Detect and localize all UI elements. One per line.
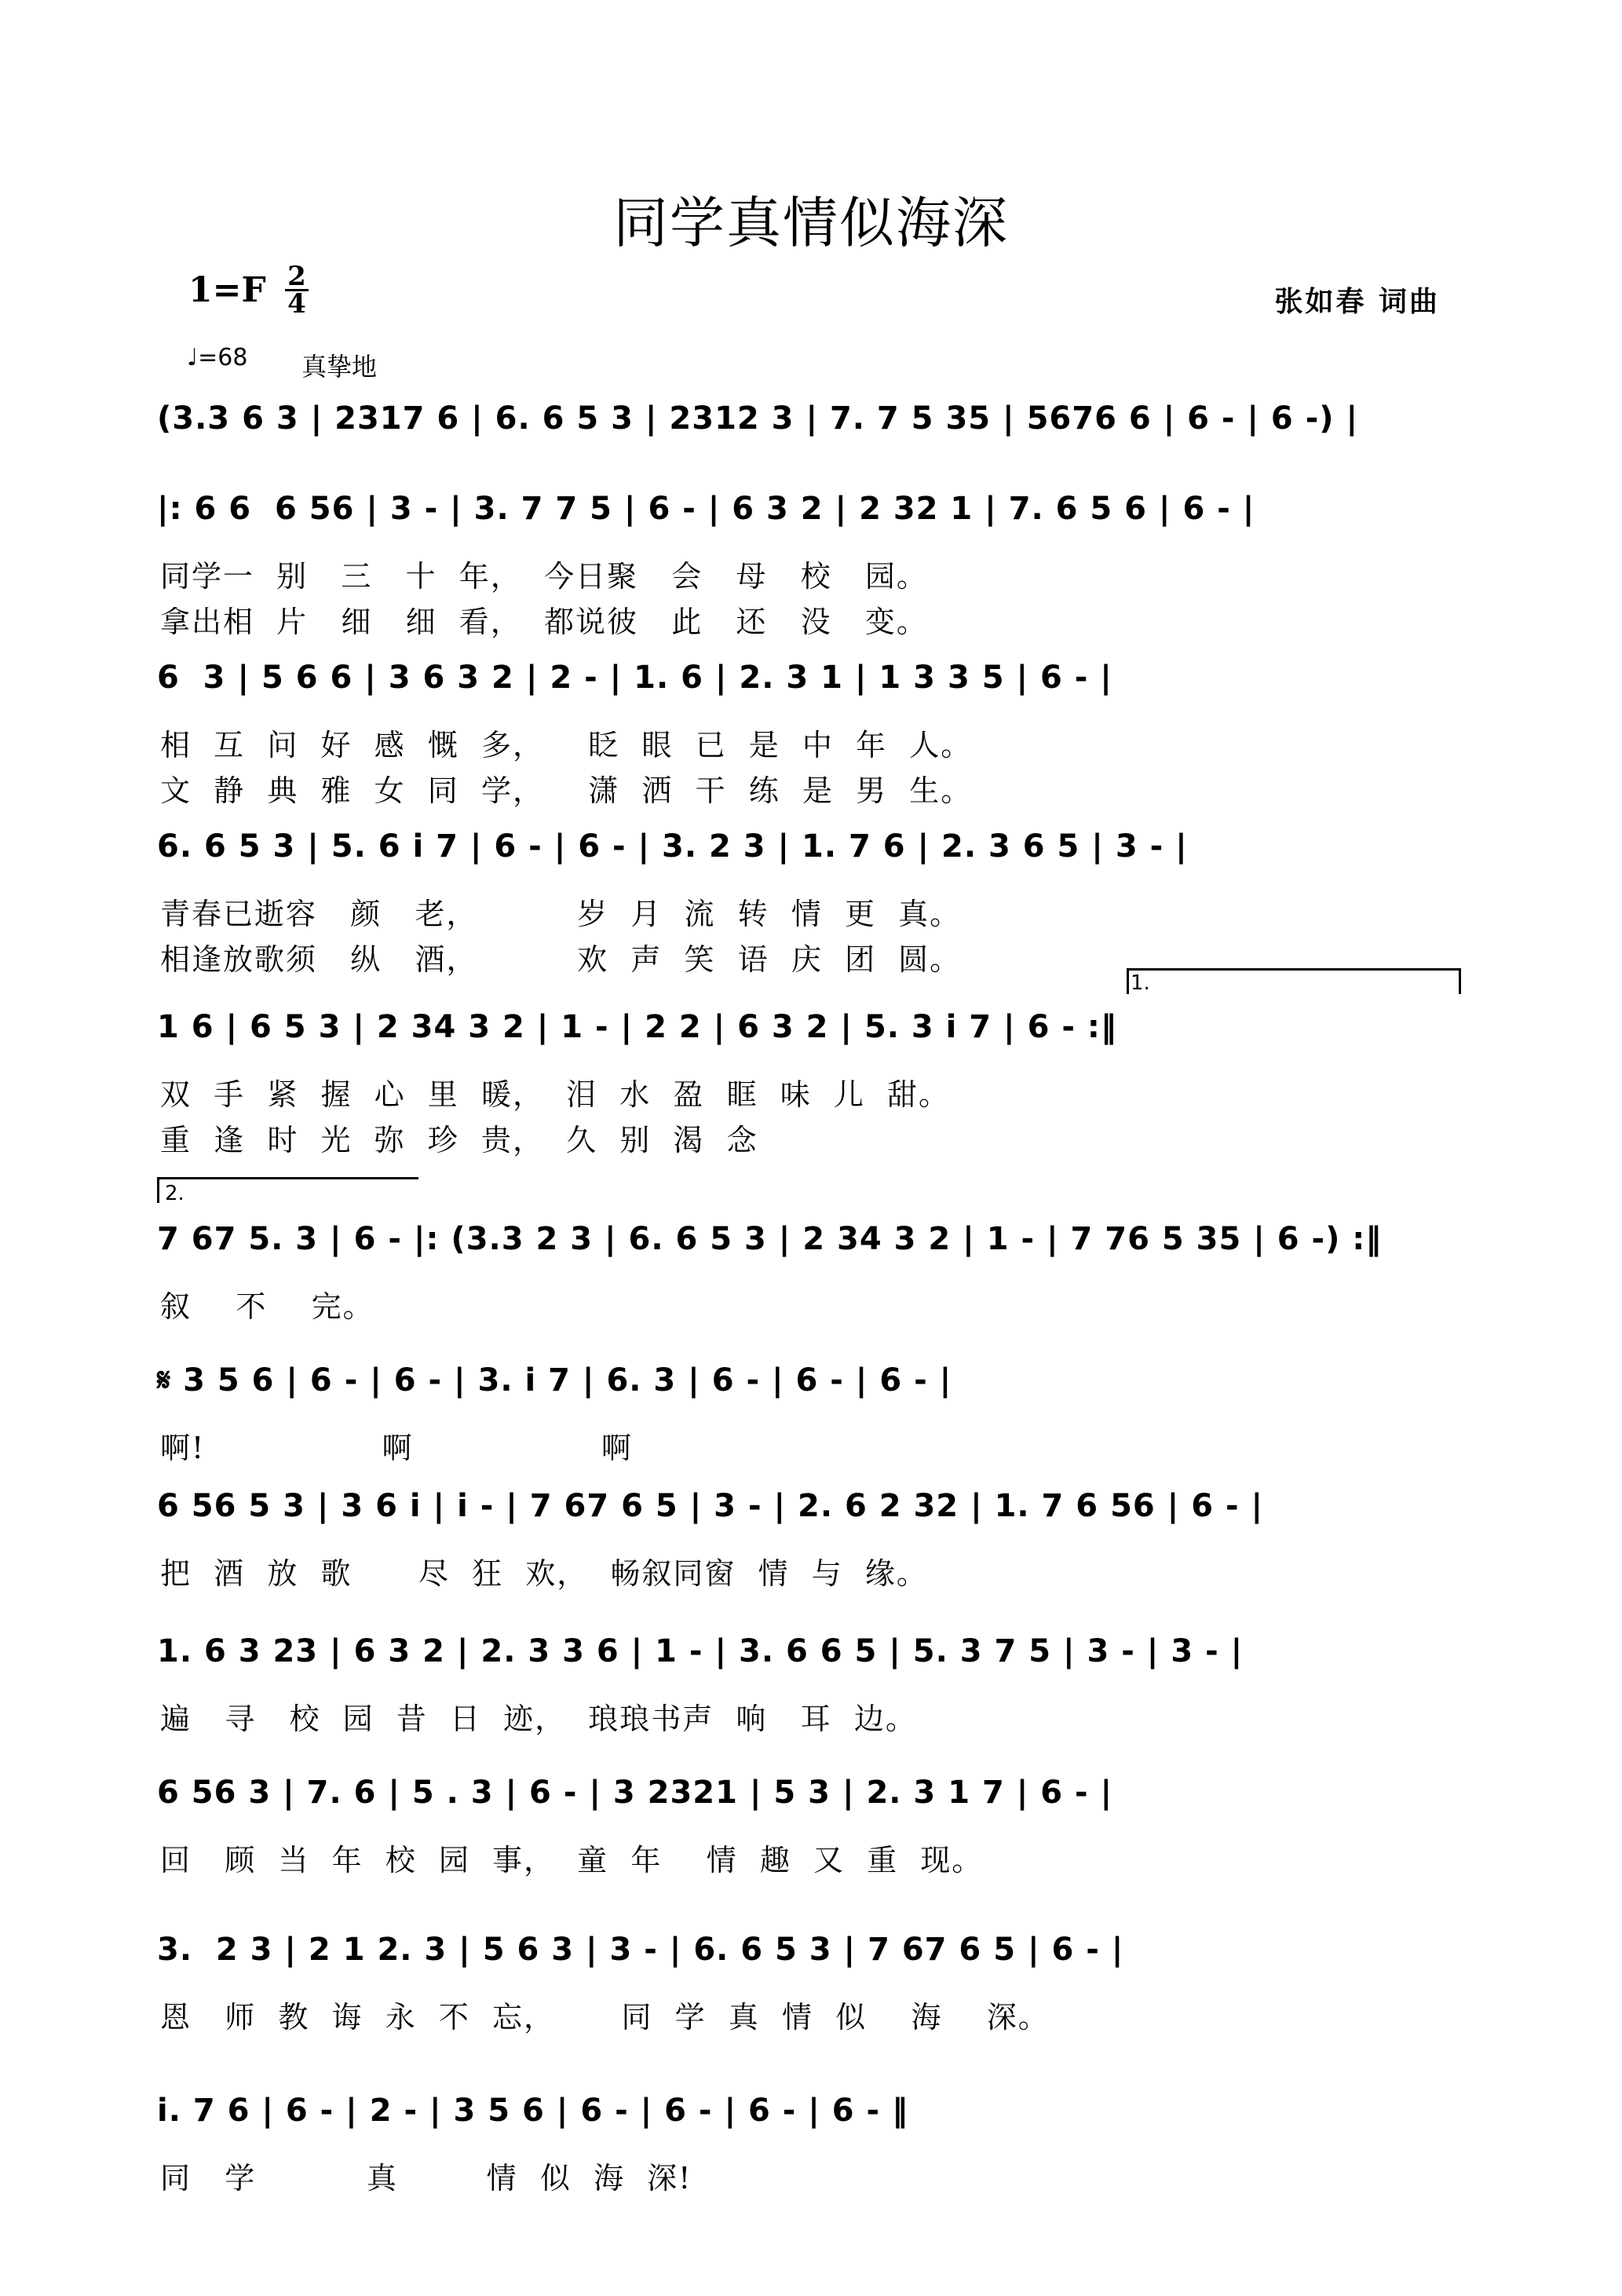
lyric-verse-1: 相 互 问 好 感 慨 多， 眨 眼 已 是 中 年 人。 — [160, 728, 973, 762]
time-bottom: 4 — [287, 288, 306, 320]
lyric-verse-2: 文 静 典 雅 女 同 学， 潇 洒 干 练 是 男 生。 — [160, 773, 973, 808]
volta-1-label: 1. — [1131, 971, 1150, 995]
notation-line: 6 3 | 5 6 6 | 3 6 3 2 | 2 - | 1. 6 | 2. 3 1 | 1 3 3 5 | 6 - | — [157, 660, 1112, 696]
notation-line: i. 7 6 | 6 - | 2 - | 3 5 6 | 6 - | 6 - | 6 - | 6 - ‖ — [157, 2093, 909, 2129]
notation-line: 6 56 3 | 7. 6 | 5 . 3 | 6 - | 3 2321 | 5 3 | 2. 3 1 7 | 6 - | — [157, 1775, 1113, 1811]
lyric-verse-1: 啊! 啊 啊 — [160, 1431, 633, 1465]
lyric-verse-1: 恩 师 教 诲 永 不 忘， 同 学 真 情 似 海 深。 — [160, 2000, 1050, 2035]
volta-1-bracket — [1127, 968, 1461, 994]
lyric-verse-2: 重 逢 时 光 弥 珍 贵， 久 别 渴 念 — [160, 1123, 758, 1157]
notation-line: 6. 6 5 3 | 5. 6 i 7 | 6 - | 6 - | 3. 2 3 | 1. 7 6 | 2. 3 6 5 | 3 - | — [157, 828, 1188, 865]
lyric-verse-1: 双 手 紧 握 心 里 暖， 泪 水 盈 眶 味 儿 甜。 — [160, 1077, 951, 1112]
notation-line: 1. 6 3 23 | 6 3 2 | 2. 3 3 6 | 1 - | 3. 6 6 5 | 5. 3 7 5 | 3 - | 3 - | — [157, 1633, 1244, 1669]
lyric-verse-1: 同 学 真 情 似 海 深! — [160, 2161, 692, 2195]
notation-line: 6 56 5 3 | 3 6 i | i - | 7 67 6 5 | 3 - | 2. 6 2 32 | 1. 7 6 56 | 6 - | — [157, 1488, 1264, 1524]
expression-marking: 真挚地 — [301, 352, 378, 382]
tempo-marking: ♩=68 — [187, 344, 248, 371]
song-title: 同学真情似海深 — [613, 191, 1009, 255]
lyric-verse-1: 把 酒 放 歌 尽 狂 欢， 畅叙同窗 情 与 缘。 — [160, 1556, 928, 1591]
lyric-verse-1: 青春已逝容 颜 老， 岁 月 流 转 情 更 真。 — [160, 897, 962, 931]
notation-line: 𝄋 3 5 6 | 6 - | 6 - | 3. i 7 | 6. 3 | 6 - | 6 - | 6 - | — [157, 1362, 952, 1398]
notation-line: 1 6 | 6 5 3 | 2 34 3 2 | 1 - | 2 2 | 6 3 2 | 5. 3 i 7 | 6 - :‖ — [157, 1009, 1117, 1045]
lyric-verse-1: 叙 不 完。 — [160, 1289, 374, 1324]
lyric-verse-2: 相逢放歌须 纵 酒， 欢 声 笑 语 庆 团 圆。 — [160, 942, 962, 977]
time-top: 2 — [287, 261, 306, 292]
notation-line: (3.3 6 3 | 2317 6 | 6. 6 5 3 | 2312 3 | 7. 7 5 35 | 5676 6 | 6 - | 6 -) | — [157, 400, 1359, 437]
time-signature — [285, 261, 309, 320]
notation-line: 3. 2 3 | 2 1 2. 3 | 5 6 3 | 3 - | 6. 6 5 3 | 7 67 6 5 | 6 - | — [157, 1932, 1124, 1968]
lyric-verse-1: 回 顾 当 年 校 园 事， 童 年 情 趣 又 重 现。 — [160, 1843, 984, 1877]
volta-2-bracket — [157, 1177, 418, 1203]
key-signature: 1=F — [188, 270, 266, 310]
notation-line: |: 6 6 6 56 | 3 - | 3. 7 7 5 | 6 - | 6 3 2 | 2 32 1 | 7. 6 5 6 | 6 - | — [157, 491, 1255, 527]
lyric-verse-1: 遍 寻 校 园 昔 日 迹， 琅琅书声 响 耳 边。 — [160, 1702, 917, 1736]
volta-2-label: 2. — [165, 1182, 184, 1205]
notation-line: 7 67 5. 3 | 6 - |: (3.3 2 3 | 6. 6 5 3 | 2 34 3 2 | 1 - | 7 76 5 35 | 6 -) :‖ — [157, 1221, 1383, 1257]
lyric-verse-2: 拿出相 片 细 细 看， 都说彼 此 还 没 变。 — [160, 605, 928, 639]
author-credit: 张如春 词曲 — [1274, 285, 1440, 318]
lyric-verse-1: 同学一 别 三 十 年， 今日聚 会 母 校 园。 — [160, 559, 928, 594]
